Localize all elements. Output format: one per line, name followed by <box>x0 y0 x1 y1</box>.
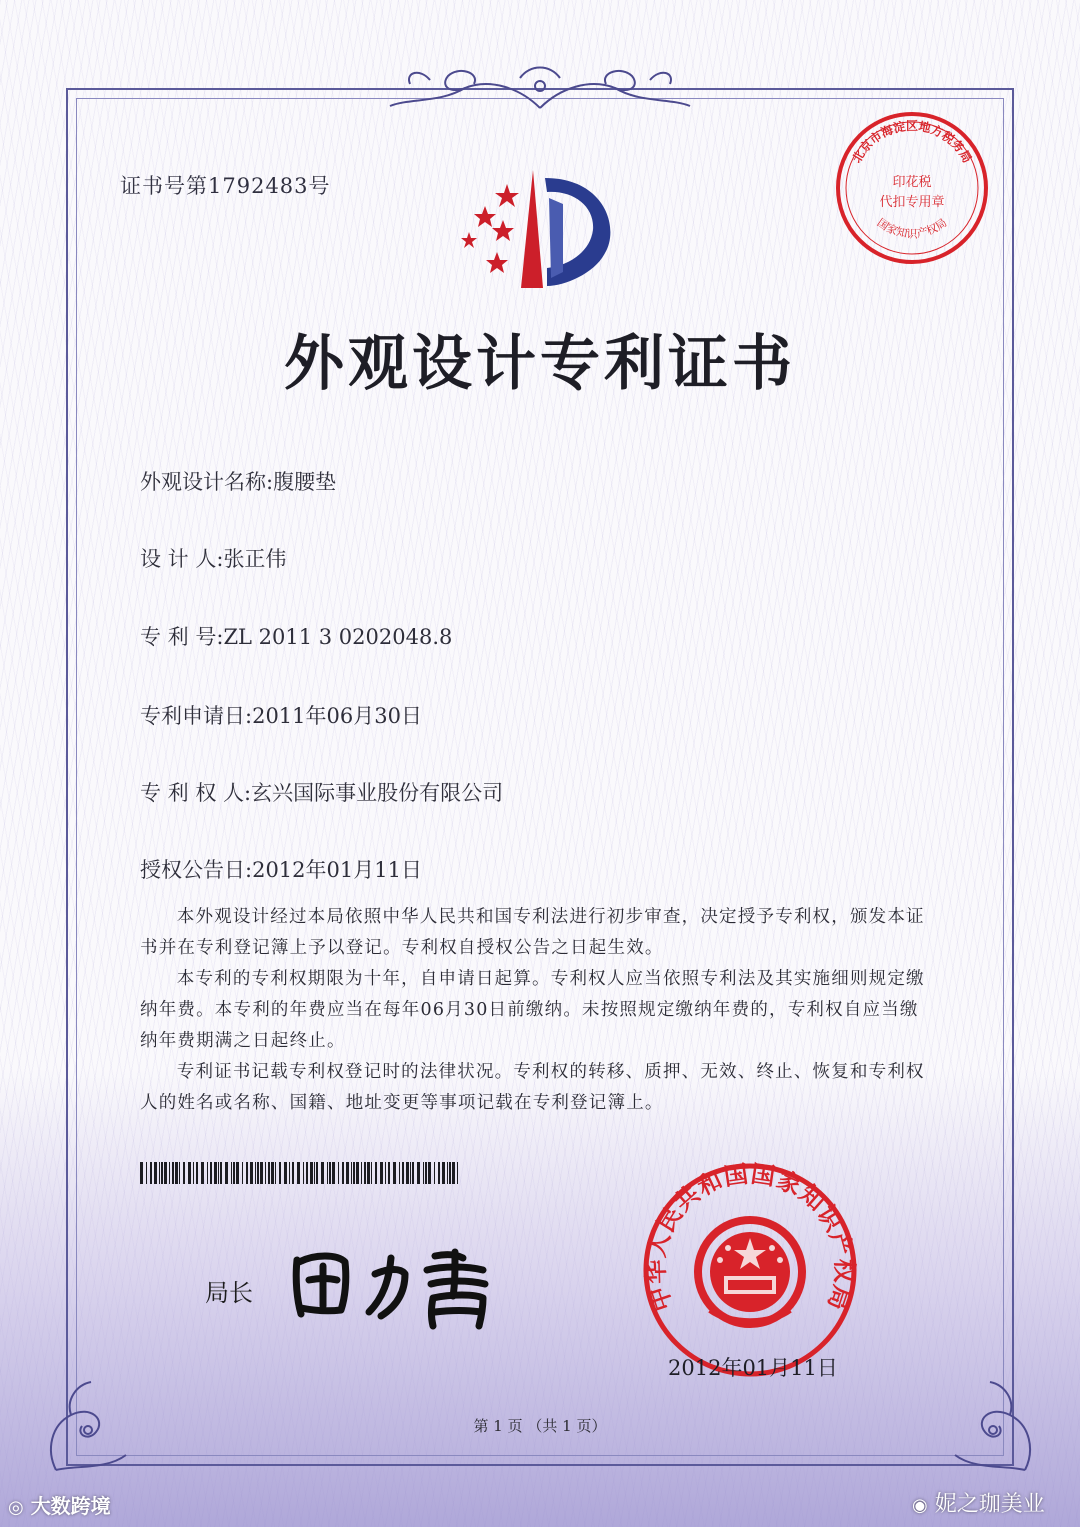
barcode-bar <box>257 1162 259 1184</box>
barcode-bar <box>303 1162 304 1184</box>
wechat-icon: ◉ <box>912 1495 928 1516</box>
barcode-bar <box>214 1162 217 1184</box>
barcode-bar <box>332 1162 335 1184</box>
director-signature <box>285 1240 525 1330</box>
svg-text:国家知识产权局 <box>875 216 950 240</box>
top-ornament <box>370 58 710 118</box>
page-number: 第 1 页 （共 1 页） <box>473 1417 607 1435</box>
field-label: 授权公告日: <box>140 858 253 882</box>
barcode-bar <box>306 1162 308 1184</box>
barcode-bar <box>289 1162 290 1184</box>
barcode-bar <box>161 1162 163 1184</box>
barcode-bar <box>188 1162 191 1184</box>
barcode-bar <box>175 1162 178 1184</box>
seal-ring-text: 中华人民共和国国家知识产权局 <box>641 1160 859 1315</box>
barcode-bar <box>225 1162 228 1184</box>
barcode-bar <box>438 1162 440 1184</box>
barcode-bar <box>250 1162 253 1184</box>
barcode-bar <box>457 1162 458 1184</box>
field-label: 设 计 人: <box>140 547 224 571</box>
barcode-bar <box>447 1162 448 1184</box>
official-seal <box>640 1160 860 1380</box>
barcode-bar <box>193 1162 194 1184</box>
field-designer <box>140 543 286 573</box>
barcode-bar <box>351 1162 352 1184</box>
barcode-bar <box>406 1162 409 1184</box>
barcode-bar <box>218 1162 219 1184</box>
barcode-bar <box>310 1162 313 1184</box>
barcode-bar <box>442 1162 445 1184</box>
barcode-bar <box>316 1162 318 1184</box>
barcode-bar <box>164 1162 167 1184</box>
field-label: 专 利 号: <box>140 625 224 649</box>
barcode-bar <box>434 1162 435 1184</box>
barcode-bar <box>428 1162 431 1184</box>
barcode-bar <box>196 1162 198 1184</box>
barcode-bar <box>393 1162 396 1184</box>
barcode-bar <box>279 1162 281 1184</box>
watermark-right-text: 妮之珈美业 <box>934 1492 1045 1517</box>
barcode-bar <box>402 1162 404 1184</box>
field-label: 专利申请日: <box>140 704 253 728</box>
body-text <box>140 902 930 1119</box>
barcode-bar <box>356 1162 359 1184</box>
barcode-bar <box>146 1162 147 1184</box>
barcode-bar <box>367 1162 370 1184</box>
barcode-bar <box>265 1162 266 1184</box>
barcode-bar <box>410 1162 411 1184</box>
barcode-bar <box>417 1162 420 1184</box>
barcode-bar <box>231 1162 232 1184</box>
barcode-bar <box>361 1162 362 1184</box>
paragraph: 本外观设计经过本局依照中华人民共和国专利法进行初步审查，决定授予专利权，颁发本证书并在专利登记簿上予以登记。专利权自授权公告之日起生效。 <box>140 907 925 958</box>
barcode-bar <box>210 1162 212 1184</box>
barcode-bar <box>220 1162 222 1184</box>
barcode-bar <box>154 1162 157 1184</box>
barcode-bar <box>255 1162 256 1184</box>
barcode-bar <box>321 1162 324 1184</box>
national-emblem-icon <box>698 1220 802 1324</box>
barcode-bar <box>140 1162 143 1184</box>
watermark-right <box>912 1487 1045 1518</box>
barcode-bar <box>233 1162 235 1184</box>
barcode-bar <box>201 1162 204 1184</box>
barcode-bar <box>260 1162 263 1184</box>
patent-office-logo-icon <box>455 168 625 298</box>
watermark-logo-icon: ◎ <box>8 1497 24 1518</box>
barcode-bar <box>449 1162 451 1184</box>
barcode-bar <box>183 1162 185 1184</box>
field-value: 2011年06月30日 <box>252 704 422 728</box>
barcode-bar <box>275 1162 276 1184</box>
barcode-bar <box>159 1162 160 1184</box>
barcode-bar <box>425 1162 427 1184</box>
barcode-bar <box>353 1162 355 1184</box>
barcode-bar <box>412 1162 414 1184</box>
certificate-number: 证书号第1792483号 <box>120 174 331 198</box>
field-grant-date <box>140 854 422 884</box>
director-label: 局长 <box>205 1279 253 1307</box>
barcode-bar <box>236 1162 239 1184</box>
field-design-name <box>140 466 336 496</box>
barcode-bar <box>268 1162 270 1184</box>
barcode-bar <box>385 1162 386 1184</box>
barcode-bar <box>329 1162 331 1184</box>
barcode-bar <box>338 1162 339 1184</box>
barcode-bar <box>271 1162 274 1184</box>
tax-stamp-seal <box>832 108 992 268</box>
field-value: ZL 2011 3 0202048.8 <box>223 625 453 649</box>
barcode <box>140 1162 460 1184</box>
barcode-bar <box>172 1162 174 1184</box>
watermark-left <box>8 1490 111 1519</box>
barcode-bar <box>284 1162 287 1184</box>
barcode-bar <box>375 1162 377 1184</box>
barcode-bar <box>399 1162 400 1184</box>
field-value: 玄兴国际事业股份有限公司 <box>251 781 504 805</box>
field-value: 腹腰垫 <box>273 470 337 494</box>
barcode-bar <box>346 1162 349 1184</box>
barcode-bar <box>380 1162 383 1184</box>
barcode-bar <box>327 1162 328 1184</box>
barcode-bar <box>207 1162 208 1184</box>
barcode-bar <box>169 1162 170 1184</box>
barcode-bar <box>292 1162 294 1184</box>
stamp-bottom-text: 国家知识产权局 <box>874 216 950 241</box>
seal-date: 2012年01月11日 <box>668 1356 838 1380</box>
field-filing-date <box>140 700 422 730</box>
barcode-bar <box>242 1162 243 1184</box>
page-title: 外观设计专利证书 <box>284 329 796 399</box>
barcode-bar <box>452 1162 455 1184</box>
barcode-bar <box>364 1162 366 1184</box>
field-value: 2012年01月11日 <box>252 858 422 882</box>
watermark-left-text: 大数跨境 <box>30 1494 111 1518</box>
field-value: 张正伟 <box>223 547 287 571</box>
barcode-bar <box>297 1162 300 1184</box>
barcode-bar <box>314 1162 315 1184</box>
field-label: 外观设计名称: <box>140 470 274 494</box>
field-patent-number <box>140 621 452 651</box>
stamp-center-line2: 代扣专用章 <box>879 195 945 210</box>
field-patentee <box>140 777 503 807</box>
barcode-bar <box>246 1162 248 1184</box>
barcode-bar <box>179 1162 180 1184</box>
stamp-center-line1: 印花税 <box>892 175 932 190</box>
field-label: 专 利 权 人: <box>140 781 252 805</box>
barcode-bar <box>388 1162 390 1184</box>
paragraph: 专利证书记载专利权登记时的法律状况。专利权的转移、质押、无效、终止、恢复和专利权人的姓名或名称、国籍、地址变更等事项记载在专利登记簿上。 <box>140 1062 925 1113</box>
paragraph: 本专利的专利权期限为十年，自申请日起算。专利权人应当依照专利法及其实施细则规定缴纳年费。本专利的年费应当在每年06月30日前缴纳。未按照规定缴纳年费的，专利权自应当缴纳年费期满之日起终止。 <box>140 969 925 1051</box>
svg-text:北京市海淀区地方税务局 <box>850 118 975 165</box>
barcode-bar <box>423 1162 424 1184</box>
barcode-bar <box>371 1162 372 1184</box>
stamp-ring-text: 北京市海淀区地方税务局 <box>849 119 975 166</box>
barcode-bar <box>150 1162 152 1184</box>
barcode-bar <box>342 1162 344 1184</box>
